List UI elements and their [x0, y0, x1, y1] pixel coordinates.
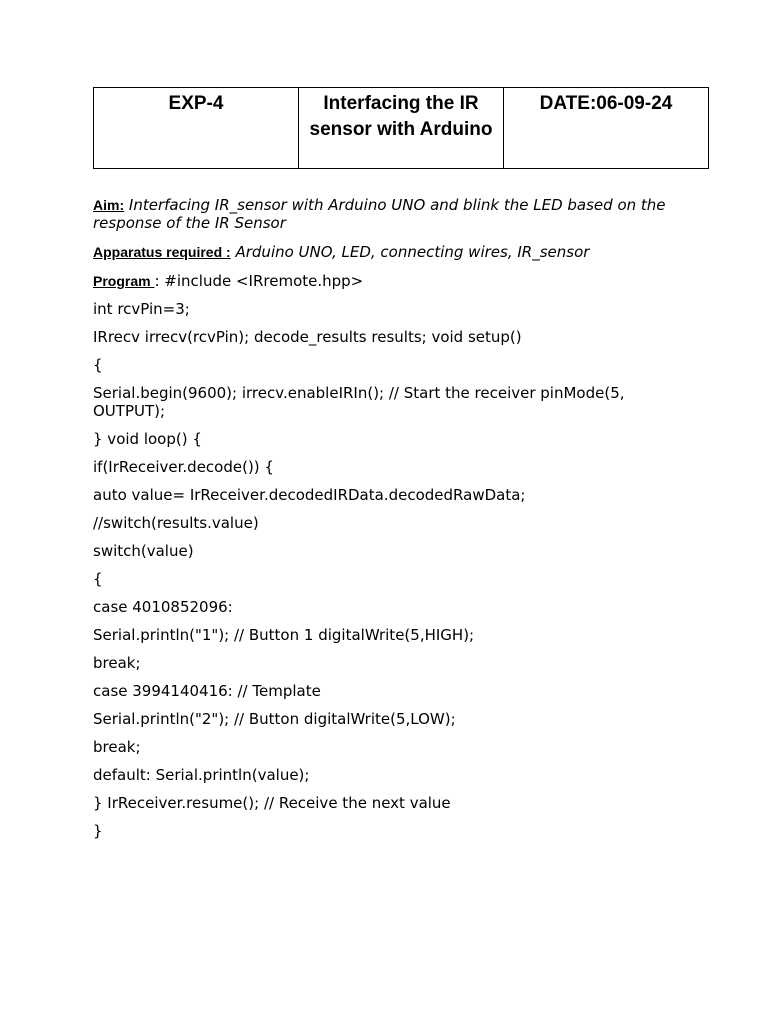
- experiment-title: Interfacing the IR sensor with Arduino: [299, 88, 504, 169]
- code-line: Serial.begin(9600); irrecv.enableIRIn(); // Start the receiver pinMode(5, OUTPUT);: [93, 384, 625, 420]
- experiment-number: EXP-4: [94, 88, 299, 169]
- program-paragraph: [93, 272, 675, 290]
- code-line: case 3994140416: // Template: [93, 682, 321, 700]
- code-line: {: [93, 570, 103, 588]
- apparatus-paragraph: [93, 243, 675, 261]
- apparatus-text: Arduino UNO, LED, connecting wires, IR_sensor: [235, 243, 590, 261]
- code-line: case 4010852096:: [93, 598, 233, 616]
- code-line: //switch(results.value): [93, 514, 259, 532]
- code-line: if(IrReceiver.decode()) {: [93, 458, 274, 476]
- program-first-line: : #include <IRremote.hpp>: [154, 272, 364, 290]
- code-line: {: [93, 356, 103, 374]
- code-line: Serial.println("2"); // Button digitalWrite(5,LOW);: [93, 710, 456, 728]
- code-line: }: [93, 822, 103, 840]
- apparatus-label: Apparatus required :: [93, 244, 231, 260]
- code-line: int rcvPin=3;: [93, 300, 190, 318]
- document-page: [93, 87, 675, 840]
- code-line: IRrecv irrecv(rcvPin); decode_results results; void setup(): [93, 328, 522, 346]
- program-label: Program: [93, 273, 155, 289]
- experiment-date: DATE:06-09-24: [504, 88, 709, 169]
- code-line: } void loop() {: [93, 430, 202, 448]
- aim-text: Interfacing IR_sensor with Arduino UNO and blink the LED based on the response of the IR Sensor: [93, 196, 666, 232]
- code-line: Serial.println("1"); // Button 1 digitalWrite(5,HIGH);: [93, 626, 475, 644]
- code-line: break;: [93, 738, 141, 756]
- aim-label: Aim:: [93, 197, 125, 213]
- header-table: [93, 87, 709, 169]
- code-line: } IrReceiver.resume(); // Receive the next value: [93, 794, 451, 812]
- code-line: default: Serial.println(value);: [93, 766, 310, 784]
- program-code: [93, 300, 675, 850]
- code-line: break;: [93, 654, 141, 672]
- aim-paragraph: [93, 196, 675, 232]
- code-line: auto value= IrReceiver.decodedIRData.decodedRawData;: [93, 486, 526, 504]
- code-line: switch(value): [93, 542, 194, 560]
